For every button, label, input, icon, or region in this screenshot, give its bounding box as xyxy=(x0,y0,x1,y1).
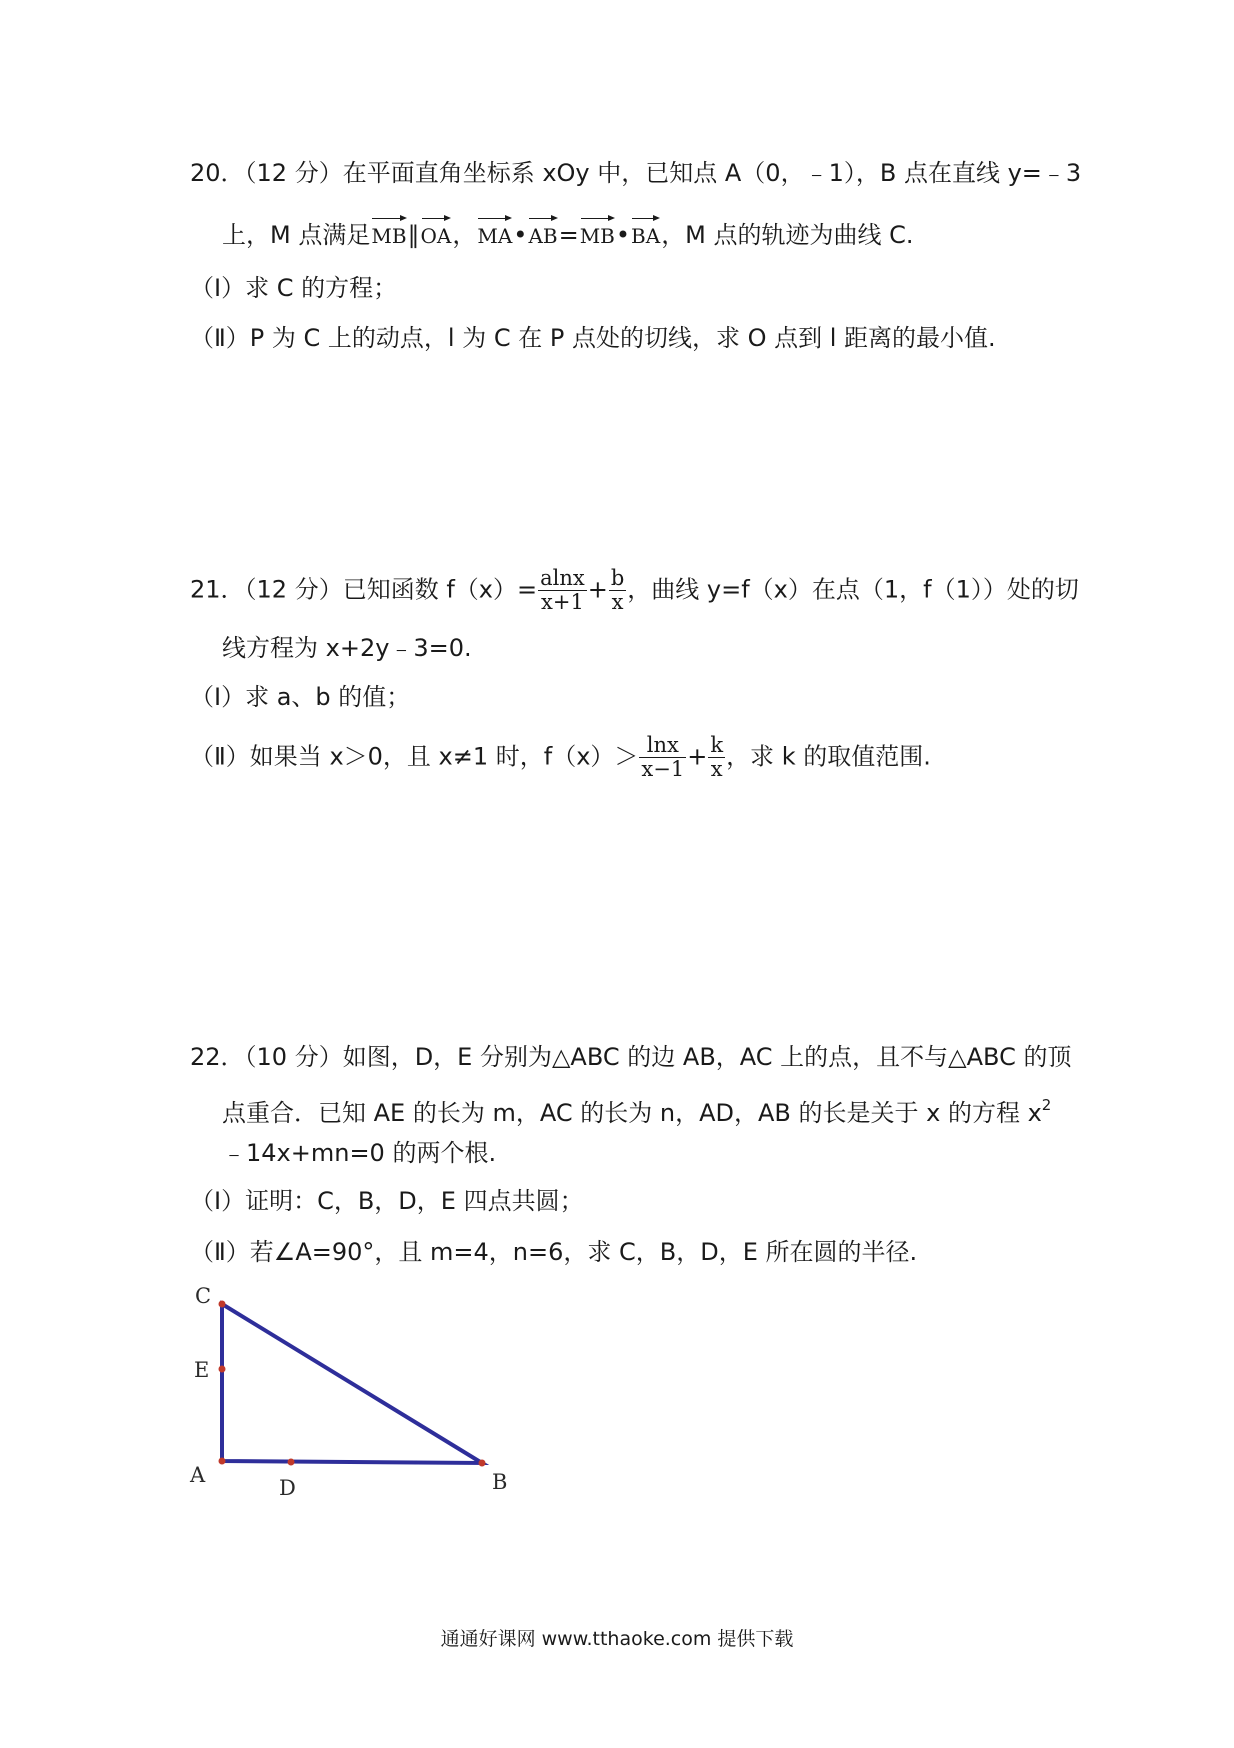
point-b xyxy=(479,1460,486,1467)
q21-part2-text: （Ⅱ）如果当 x＞0，且 x≠1 时，f（x）＞ xyxy=(190,742,639,771)
superscript-2: 2 xyxy=(1041,1096,1052,1114)
fraction-b-over-x xyxy=(609,567,626,614)
q20-part1: （Ⅰ）求 C 的方程； xyxy=(190,274,398,302)
fraction-denominator: x+1 xyxy=(541,590,584,614)
q22-line3: ﹣14x+mn=0 的两个根. xyxy=(222,1139,497,1167)
q21-part2 xyxy=(190,734,931,781)
q21-line1-tail: ，曲线 y=f（x）在点（1，f（1））处的切 xyxy=(627,575,1079,604)
q21-line2: 线方程为 x+2y﹣3=0. xyxy=(222,634,472,662)
q21-line1-text: 21．（12 分）已知函数 f（x）= xyxy=(190,575,538,604)
q20-line2-tail: ，M 点的轨迹为曲线 C. xyxy=(661,221,914,249)
dot-product-sign: • xyxy=(513,221,528,249)
dot-product-sign-2: • xyxy=(615,221,631,249)
vector-ma: MA xyxy=(477,215,512,251)
q22-part2: （Ⅱ）若∠A=90°，且 m=4，n=6，求 C，B，D，E 所在圆的半径. xyxy=(190,1238,918,1266)
point-a xyxy=(219,1458,226,1465)
separator: ， xyxy=(452,221,477,249)
vector-mb-2: MB xyxy=(580,215,615,251)
vector-ab: AB xyxy=(528,215,557,251)
fraction-numerator: k xyxy=(710,733,724,757)
parallel-sign: ∥ xyxy=(407,221,420,249)
vector-oa: OA xyxy=(421,215,452,251)
fraction-alnx-over-x-plus-1 xyxy=(538,567,587,614)
fraction-numerator: alnx xyxy=(540,566,585,590)
triangle-abc xyxy=(222,1304,482,1463)
q22-line2-text: 点重合．已知 AE 的长为 m，AC 的长为 n，AD，AB 的长是关于 x 的方程 x xyxy=(222,1099,1042,1127)
label-a: A xyxy=(190,1463,206,1487)
equals-sign: = xyxy=(558,221,579,249)
label-e: E xyxy=(194,1358,210,1382)
point-c xyxy=(219,1301,226,1308)
point-d xyxy=(288,1459,295,1466)
q20-line1: 20．（12 分）在平面直角坐标系 xOy 中，已知点 A（0，﹣1），B 点在直线 y=﹣3 xyxy=(190,159,1082,187)
fraction-denominator: x xyxy=(611,590,624,614)
q21-line1 xyxy=(190,567,1079,614)
fraction-denominator: x xyxy=(710,757,723,781)
fraction-numerator: lnx xyxy=(639,734,686,758)
q22-line2 xyxy=(222,1090,1051,1128)
vector-ba: BA xyxy=(631,215,660,251)
q21-part2-tail: ，求 k 的取值范围. xyxy=(726,742,931,771)
q22-part1: （Ⅰ）证明：C，B，D，E 四点共圆； xyxy=(190,1187,584,1215)
fraction-denominator: x−1 xyxy=(641,757,685,781)
plus-sign: + xyxy=(687,742,708,771)
point-e xyxy=(219,1366,226,1373)
label-d: D xyxy=(279,1476,296,1500)
q21-part1: （Ⅰ）求 a、b 的值； xyxy=(190,683,411,711)
q20-line2 xyxy=(222,215,914,251)
footer-source: 通通好课网 www.tthaoke.com 提供下载 xyxy=(440,1628,794,1650)
vector-mb: MB xyxy=(371,215,406,251)
fraction-k-over-x xyxy=(708,734,725,781)
plus-sign: + xyxy=(587,575,608,604)
q20-part2: （Ⅱ）P 为 C 上的动点，l 为 C 在 P 点处的切线，求 O 点到 l 距离的最小值. xyxy=(190,324,996,352)
label-b: B xyxy=(492,1470,508,1494)
q20-line2-text: 上，M 点满足 xyxy=(222,221,371,249)
fraction-lnx-over-x-minus-1 xyxy=(639,734,686,781)
fraction-numerator: b xyxy=(610,566,625,590)
label-c: C xyxy=(195,1284,212,1308)
q22-line1: 22．（10 分）如图，D，E 分别为△ABC 的边 AB，AC 上的点，且不与△ABC 的顶 xyxy=(190,1043,1072,1071)
